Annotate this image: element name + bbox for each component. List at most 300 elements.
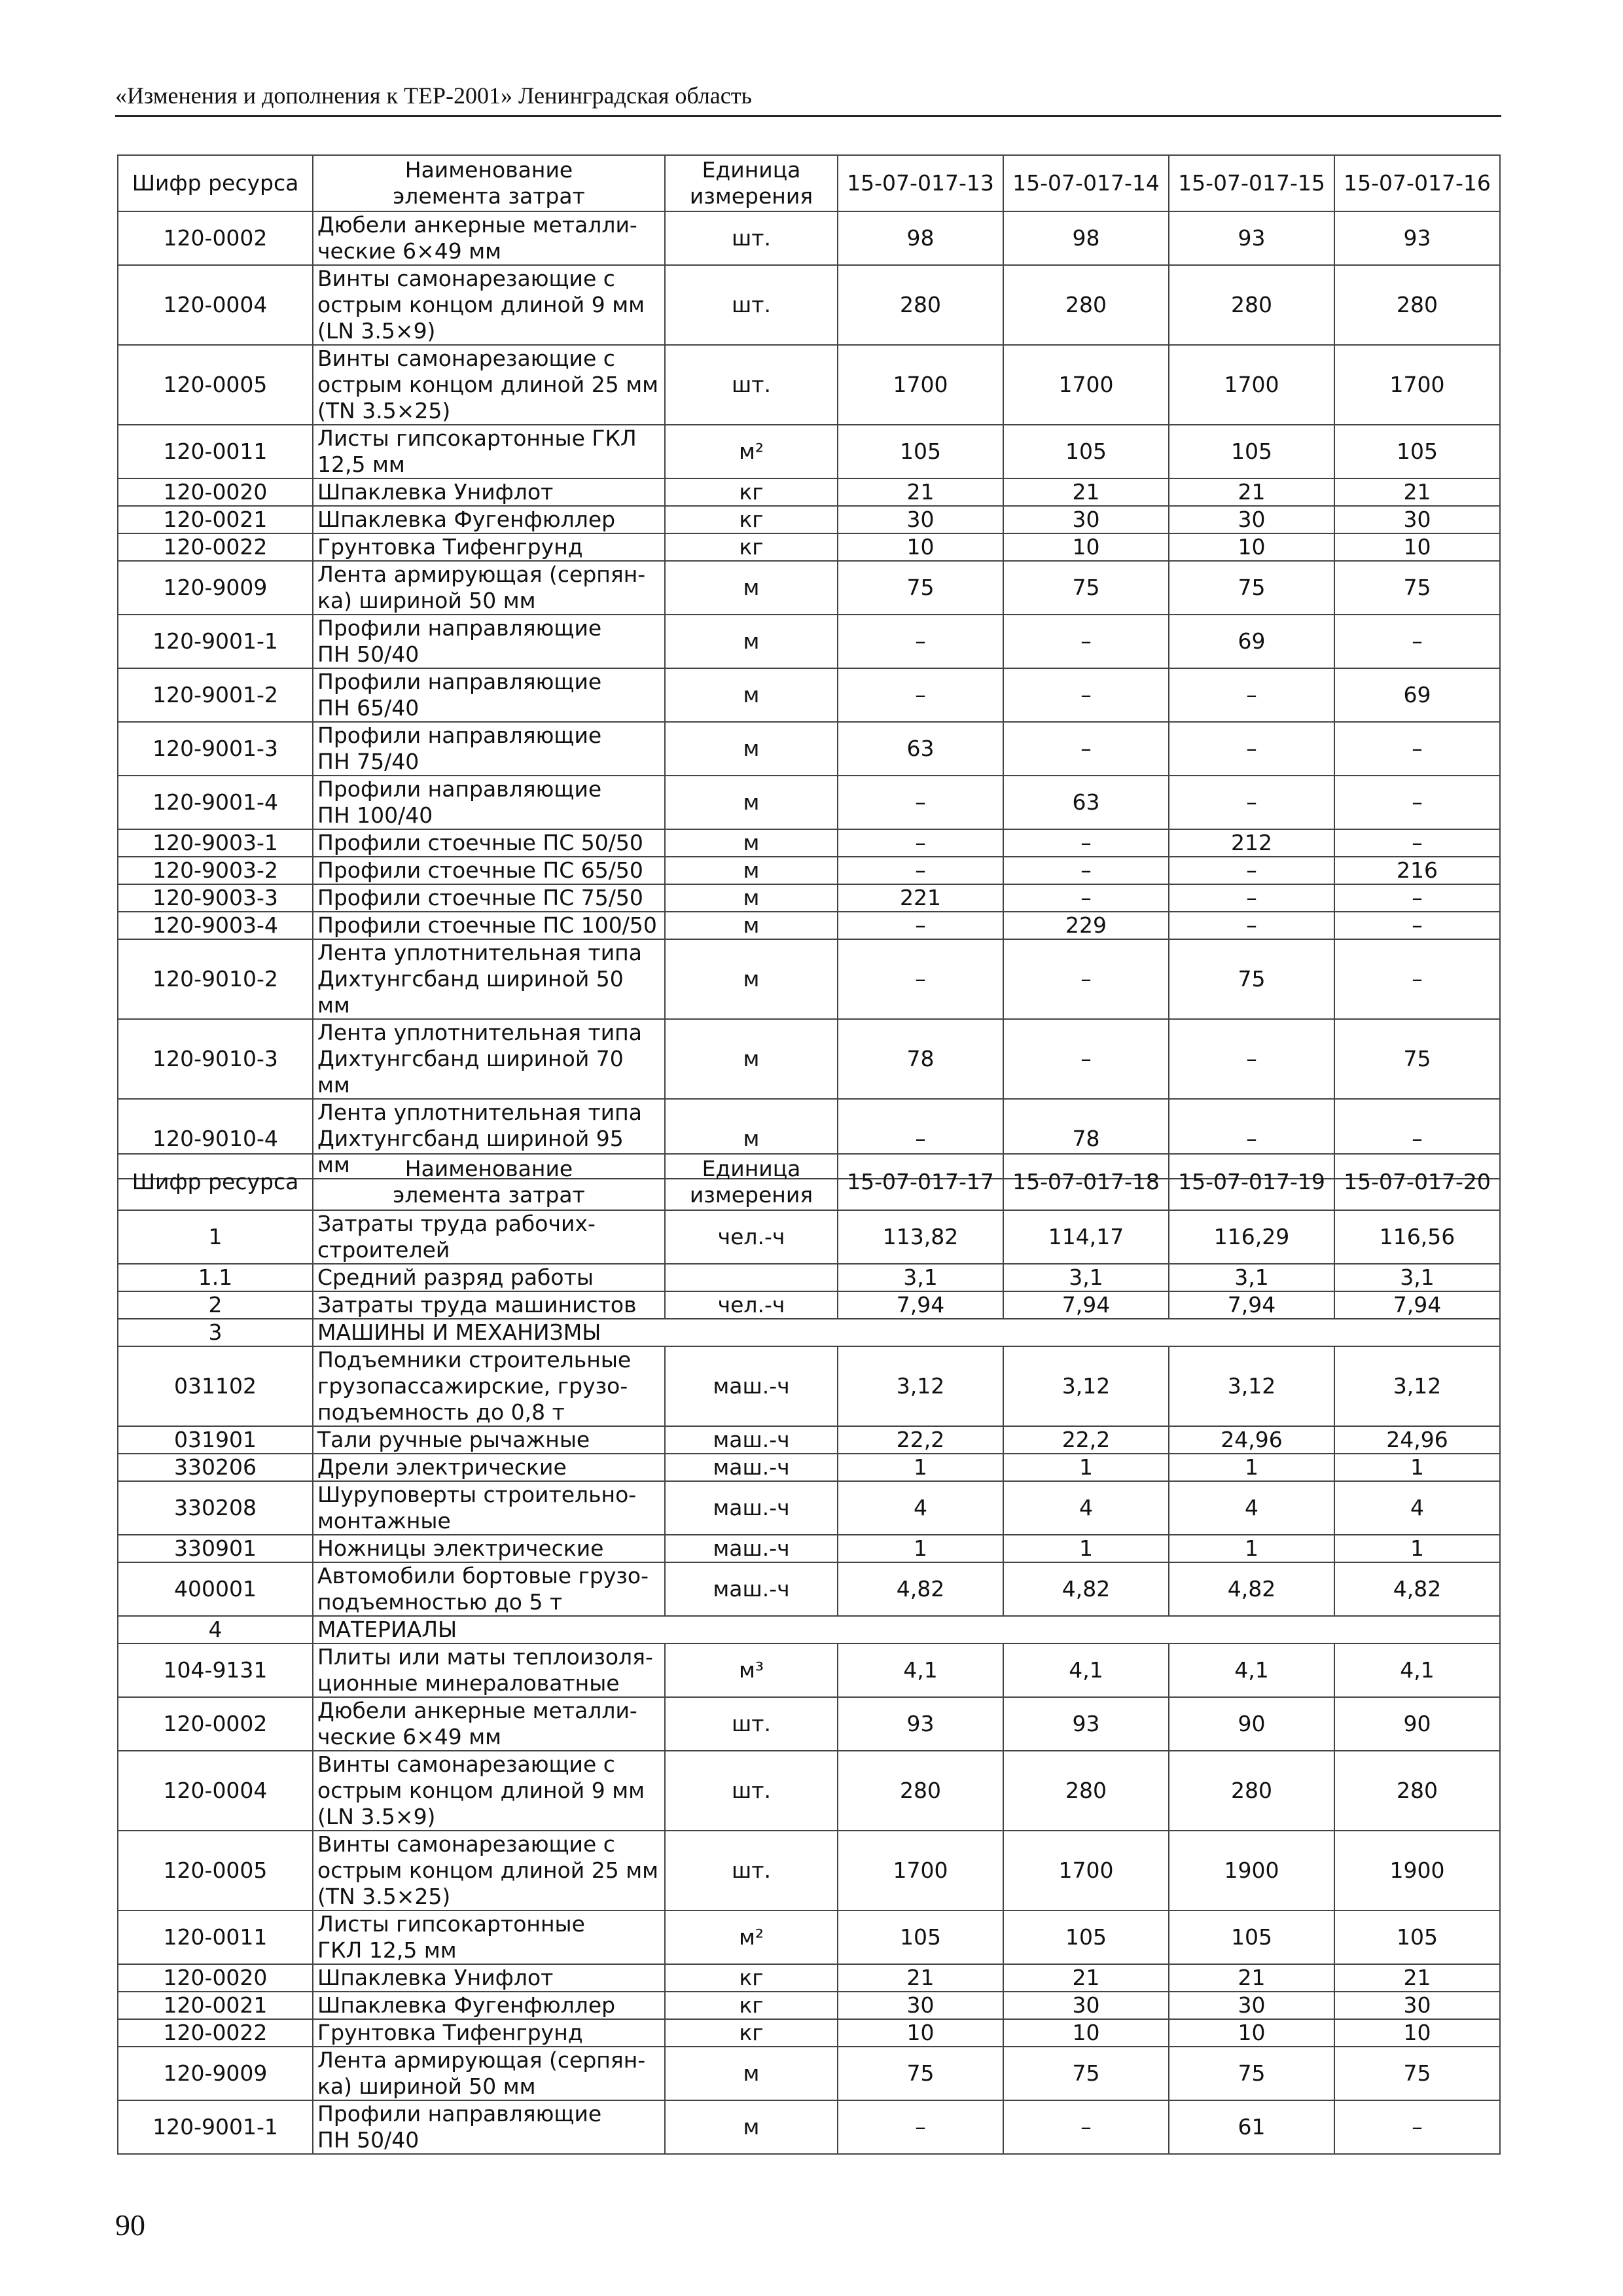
value-cell: 98: [1003, 211, 1169, 265]
unit-cell: чел.-ч: [665, 1291, 838, 1319]
cost-element-name-cell: Ножницы электрические: [313, 1535, 665, 1562]
cost-element-name-cell: Шуруповерты строительно- монтажные: [313, 1481, 665, 1535]
resource-code-cell: 1.1: [118, 1264, 313, 1291]
value-cell: 114,17: [1003, 1210, 1169, 1264]
table-row: [118, 1643, 1500, 1697]
value-cell: 93: [1334, 211, 1500, 265]
value-cell: 1700: [1003, 345, 1169, 425]
resource-code-cell: 120-0005: [118, 345, 313, 425]
unit-cell: кг: [665, 1992, 838, 2019]
cost-element-name-cell: Профили направляющие ПН 50/40: [313, 2100, 665, 2154]
value-cell: 75: [1334, 561, 1500, 615]
value-cell: 75: [838, 2047, 1003, 2100]
value-cell: 1: [838, 1535, 1003, 1562]
value-cell: 75: [1334, 1019, 1500, 1099]
value-cell: –: [1334, 722, 1500, 776]
value-cell: 105: [1003, 425, 1169, 478]
table-row: [118, 1426, 1500, 1454]
unit-cell: м: [665, 1099, 838, 1179]
value-cell: 90: [1334, 1697, 1500, 1751]
value-cell: 30: [1003, 1992, 1169, 2019]
value-cell: 7,94: [1003, 1291, 1169, 1319]
unit-cell: м²: [665, 425, 838, 478]
table-row: [118, 857, 1500, 884]
value-cell: 10: [838, 533, 1003, 561]
value-cell: 216: [1334, 857, 1500, 884]
value-cell: –: [838, 912, 1003, 939]
value-cell: 1: [1003, 1535, 1169, 1562]
resource-code-cell: 3: [118, 1319, 313, 1346]
resource-code-cell: 120-9010-4: [118, 1099, 313, 1179]
value-cell: 105: [838, 425, 1003, 478]
value-cell: –: [1334, 884, 1500, 912]
value-cell: 1700: [838, 345, 1003, 425]
unit-cell: м: [665, 1019, 838, 1099]
unit-cell: кг: [665, 533, 838, 561]
value-cell: 280: [1334, 1751, 1500, 1831]
value-cell: 3,12: [1169, 1346, 1334, 1426]
unit-cell: м: [665, 561, 838, 615]
value-cell: 90: [1169, 1697, 1334, 1751]
value-cell: 30: [838, 1992, 1003, 2019]
value-cell: 280: [838, 1751, 1003, 1831]
column-header: 15-07-017-16: [1334, 155, 1500, 211]
value-cell: 4: [838, 1481, 1003, 1535]
table-row: [118, 776, 1500, 829]
value-cell: 4: [1003, 1481, 1169, 1535]
header-title: «Изменения и дополнения к ТЕР-2001» Ленинградская область: [115, 82, 752, 109]
value-cell: 21: [1169, 1964, 1334, 1992]
unit-cell: маш.-ч: [665, 1346, 838, 1426]
resource-code-cell: 120-0005: [118, 1831, 313, 1910]
value-cell: 22,2: [838, 1426, 1003, 1454]
cost-element-name-cell: Подъемники строительные грузопассажирские, грузо- подъемность до 0,8 т: [313, 1346, 665, 1426]
cost-element-name-cell: Профили стоечные ПС 65/50: [313, 857, 665, 884]
resource-code-cell: 120-9003-1: [118, 829, 313, 857]
resource-code-cell: 330206: [118, 1454, 313, 1481]
unit-cell: м: [665, 912, 838, 939]
value-cell: –: [1334, 1099, 1500, 1179]
value-cell: 116,56: [1334, 1210, 1500, 1264]
column-header: Шифр ресурса: [118, 1154, 313, 1210]
value-cell: –: [1003, 939, 1169, 1019]
value-cell: –: [1169, 1099, 1334, 1179]
table-row: [118, 722, 1500, 776]
resource-code-cell: 330208: [118, 1481, 313, 1535]
value-cell: 4,82: [1169, 1562, 1334, 1616]
value-cell: –: [838, 829, 1003, 857]
value-cell: 10: [1003, 533, 1169, 561]
value-cell: 1: [1334, 1454, 1500, 1481]
value-cell: 1: [1169, 1454, 1334, 1481]
value-cell: –: [1334, 2100, 1500, 2154]
column-header: Наименование элемента затрат: [313, 1154, 665, 1210]
value-cell: 21: [838, 478, 1003, 506]
value-cell: 93: [838, 1697, 1003, 1751]
value-cell: 4,1: [838, 1643, 1003, 1697]
cost-element-name-cell: Профили направляющие ПН 65/40: [313, 668, 665, 722]
cost-element-name-cell: Винты самонарезающие с острым концом длиной 9 мм (LN 3.5×9): [313, 1751, 665, 1831]
value-cell: 30: [1334, 1992, 1500, 2019]
value-cell: 10: [838, 2019, 1003, 2047]
value-cell: 63: [1003, 776, 1169, 829]
cost-element-name-cell: Шпаклевка Фугенфюллер: [313, 1992, 665, 2019]
unit-cell: м: [665, 2100, 838, 2154]
section-title-cell: МАТЕРИАЛЫ: [313, 1616, 1500, 1643]
value-cell: –: [1003, 884, 1169, 912]
resource-code-cell: 1: [118, 1210, 313, 1264]
cost-element-name-cell: Плиты или маты теплоизоля- ционные минераловатные: [313, 1643, 665, 1697]
value-cell: –: [838, 857, 1003, 884]
unit-cell: кг: [665, 2019, 838, 2047]
page-header: [115, 80, 1501, 117]
cost-element-name-cell: Профили стоечные ПС 75/50: [313, 884, 665, 912]
value-cell: 1: [1169, 1535, 1334, 1562]
table-body: [118, 1210, 1500, 2154]
value-cell: 116,29: [1169, 1210, 1334, 1264]
value-cell: 75: [1169, 939, 1334, 1019]
value-cell: 113,82: [838, 1210, 1003, 1264]
resource-code-cell: 120-9009: [118, 561, 313, 615]
unit-cell: маш.-ч: [665, 1481, 838, 1535]
value-cell: 10: [1003, 2019, 1169, 2047]
resource-code-cell: 120-9010-3: [118, 1019, 313, 1099]
value-cell: 75: [838, 561, 1003, 615]
value-cell: –: [838, 615, 1003, 668]
value-cell: 75: [1003, 2047, 1169, 2100]
table-row: [118, 912, 1500, 939]
unit-cell: м: [665, 2047, 838, 2100]
column-header: Единица измерения: [665, 155, 838, 211]
value-cell: 3,12: [1003, 1346, 1169, 1426]
unit-cell: м: [665, 668, 838, 722]
value-cell: 21: [838, 1964, 1003, 1992]
table-row: [118, 506, 1500, 533]
resource-code-cell: 120-0022: [118, 2019, 313, 2047]
table-header-row: [118, 1154, 1500, 1210]
cost-element-name-cell: Листы гипсокартонные ГКЛ 12,5 мм: [313, 425, 665, 478]
unit-cell: м: [665, 722, 838, 776]
value-cell: 3,1: [1003, 1264, 1169, 1291]
value-cell: 105: [838, 1910, 1003, 1964]
cost-element-name-cell: Листы гипсокартонные ГКЛ 12,5 мм: [313, 1910, 665, 1964]
value-cell: –: [1003, 2100, 1169, 2154]
unit-cell: м: [665, 939, 838, 1019]
resource-code-cell: 120-0002: [118, 211, 313, 265]
value-cell: –: [1003, 829, 1169, 857]
value-cell: 10: [1334, 533, 1500, 561]
value-cell: 280: [1003, 1751, 1169, 1831]
value-cell: 21: [1003, 478, 1169, 506]
unit-cell: маш.-ч: [665, 1535, 838, 1562]
page-number: 90: [115, 2208, 145, 2242]
value-cell: 280: [1003, 265, 1169, 345]
cost-element-name-cell: Средний разряд работы: [313, 1264, 665, 1291]
cost-element-name-cell: Профили направляющие ПН 100/40: [313, 776, 665, 829]
value-cell: 1700: [838, 1831, 1003, 1910]
resource-code-cell: 120-0002: [118, 1697, 313, 1751]
table-row: [118, 1346, 1500, 1426]
value-cell: 30: [1334, 506, 1500, 533]
table-body: [118, 211, 1500, 1179]
cost-element-name-cell: Лента уплотнительная типа Дихтунгсбанд шириной 70 мм: [313, 1019, 665, 1099]
table-row: [118, 1751, 1500, 1831]
column-header: Наименование элемента затрат: [313, 155, 665, 211]
value-cell: 3,12: [1334, 1346, 1500, 1426]
unit-cell: шт.: [665, 1697, 838, 1751]
value-cell: –: [1169, 912, 1334, 939]
table-row: [118, 1992, 1500, 2019]
value-cell: 22,2: [1003, 1426, 1169, 1454]
unit-cell: м²: [665, 1910, 838, 1964]
cost-element-name-cell: Автомобили бортовые грузо- подъемностью до 5 т: [313, 1562, 665, 1616]
table-row: [118, 1910, 1500, 1964]
value-cell: –: [1003, 615, 1169, 668]
value-cell: –: [838, 939, 1003, 1019]
unit-cell: м³: [665, 1643, 838, 1697]
cost-element-name-cell: Шпаклевка Унифлот: [313, 478, 665, 506]
section-row: [118, 1319, 1500, 1346]
value-cell: –: [838, 1099, 1003, 1179]
resource-code-cell: 120-0004: [118, 1751, 313, 1831]
resource-code-cell: 120-9009: [118, 2047, 313, 2100]
value-cell: 280: [1169, 265, 1334, 345]
value-cell: 7,94: [1169, 1291, 1334, 1319]
unit-cell: м: [665, 884, 838, 912]
resource-code-cell: 120-9001-1: [118, 2100, 313, 2154]
unit-cell: [665, 1264, 838, 1291]
value-cell: 93: [1169, 211, 1334, 265]
cost-element-name-cell: Профили направляющие ПН 50/40: [313, 615, 665, 668]
value-cell: 75: [1003, 561, 1169, 615]
value-cell: –: [1003, 722, 1169, 776]
cost-element-name-cell: Шпаклевка Унифлот: [313, 1964, 665, 1992]
resource-code-cell: 120-9003-3: [118, 884, 313, 912]
cost-element-name-cell: Тали ручные рычажные: [313, 1426, 665, 1454]
resource-code-cell: 031102: [118, 1346, 313, 1426]
cost-element-name-cell: Профили стоечные ПС 100/50: [313, 912, 665, 939]
value-cell: 30: [1169, 506, 1334, 533]
value-cell: 75: [1169, 561, 1334, 615]
section-row: [118, 1616, 1500, 1643]
value-cell: 3,1: [838, 1264, 1003, 1291]
resource-code-cell: 120-0011: [118, 1910, 313, 1964]
value-cell: 221: [838, 884, 1003, 912]
cost-element-name-cell: Затраты труда рабочих- строителей: [313, 1210, 665, 1264]
column-header: 15-07-017-17: [838, 1154, 1003, 1210]
unit-cell: шт.: [665, 211, 838, 265]
resource-code-cell: 2: [118, 1291, 313, 1319]
column-header: 15-07-017-14: [1003, 155, 1169, 211]
cost-element-name-cell: Винты самонарезающие с острым концом длиной 25 мм (TN 3.5×25): [313, 345, 665, 425]
resource-code-cell: 120-0004: [118, 265, 313, 345]
unit-cell: маш.-ч: [665, 1562, 838, 1616]
value-cell: 4,82: [1334, 1562, 1500, 1616]
table-header-row: [118, 155, 1500, 211]
unit-cell: м: [665, 776, 838, 829]
value-cell: 78: [1003, 1099, 1169, 1179]
table-row: [118, 2047, 1500, 2100]
resource-table-1: [117, 154, 1501, 1179]
value-cell: –: [1003, 857, 1169, 884]
value-cell: 75: [1169, 2047, 1334, 2100]
value-cell: 30: [1169, 1992, 1334, 2019]
value-cell: 10: [1334, 2019, 1500, 2047]
table-row: [118, 1019, 1500, 1099]
unit-cell: шт.: [665, 265, 838, 345]
resource-code-cell: 120-9003-4: [118, 912, 313, 939]
column-header: Единица измерения: [665, 1154, 838, 1210]
value-cell: 93: [1003, 1697, 1169, 1751]
value-cell: 3,1: [1334, 1264, 1500, 1291]
cost-element-name-cell: Винты самонарезающие с острым концом длиной 9 мм (LN 3.5×9): [313, 265, 665, 345]
cost-element-name-cell: Профили направляющие ПН 75/40: [313, 722, 665, 776]
unit-cell: м: [665, 857, 838, 884]
value-cell: 7,94: [1334, 1291, 1500, 1319]
section-title-cell: МАШИНЫ И МЕХАНИЗМЫ: [313, 1319, 1500, 1346]
resource-table-2: [117, 1153, 1501, 2155]
unit-cell: м: [665, 829, 838, 857]
resource-code-cell: 120-0020: [118, 478, 313, 506]
resource-code-cell: 104-9131: [118, 1643, 313, 1697]
value-cell: 4: [1169, 1481, 1334, 1535]
value-cell: 7,94: [838, 1291, 1003, 1319]
value-cell: –: [1169, 776, 1334, 829]
resource-code-cell: 120-9001-4: [118, 776, 313, 829]
table-row: [118, 1831, 1500, 1910]
cost-element-name-cell: Лента уплотнительная типа Дихтунгсбанд шириной 50 мм: [313, 939, 665, 1019]
value-cell: –: [1169, 857, 1334, 884]
cost-element-name-cell: Шпаклевка Фугенфюллер: [313, 506, 665, 533]
value-cell: 1: [838, 1454, 1003, 1481]
table-row: [118, 1964, 1500, 1992]
value-cell: 212: [1169, 829, 1334, 857]
resource-code-cell: 400001: [118, 1562, 313, 1616]
value-cell: 105: [1169, 1910, 1334, 1964]
value-cell: 21: [1334, 478, 1500, 506]
table-row: [118, 425, 1500, 478]
unit-cell: шт.: [665, 1831, 838, 1910]
resource-code-cell: 120-9003-2: [118, 857, 313, 884]
value-cell: 1: [1334, 1535, 1500, 1562]
value-cell: 105: [1334, 425, 1500, 478]
table-row: [118, 2019, 1500, 2047]
resource-code-cell: 120-9001-3: [118, 722, 313, 776]
unit-cell: шт.: [665, 345, 838, 425]
value-cell: 4: [1334, 1481, 1500, 1535]
table-row: [118, 1291, 1500, 1319]
value-cell: –: [1334, 776, 1500, 829]
resource-code-cell: 120-9010-2: [118, 939, 313, 1019]
table-row: [118, 478, 1500, 506]
value-cell: 105: [1003, 1910, 1169, 1964]
table-row: [118, 1264, 1500, 1291]
value-cell: 1900: [1334, 1831, 1500, 1910]
cost-element-name-cell: Лента армирующая (серпян- ка) шириной 50 мм: [313, 2047, 665, 2100]
cost-element-name-cell: Грунтовка Тифенгрунд: [313, 2019, 665, 2047]
column-header: 15-07-017-13: [838, 155, 1003, 211]
unit-cell: кг: [665, 1964, 838, 1992]
table-row: [118, 561, 1500, 615]
column-header: 15-07-017-20: [1334, 1154, 1500, 1210]
value-cell: –: [1003, 1019, 1169, 1099]
value-cell: –: [1334, 829, 1500, 857]
value-cell: 10: [1169, 2019, 1334, 2047]
value-cell: 24,96: [1169, 1426, 1334, 1454]
value-cell: 4,1: [1003, 1643, 1169, 1697]
value-cell: –: [1003, 668, 1169, 722]
value-cell: 21: [1003, 1964, 1169, 1992]
value-cell: 1700: [1334, 345, 1500, 425]
value-cell: –: [1169, 722, 1334, 776]
resource-code-cell: 330901: [118, 1535, 313, 1562]
value-cell: 280: [838, 265, 1003, 345]
table-row: [118, 345, 1500, 425]
value-cell: –: [1169, 1019, 1334, 1099]
value-cell: –: [838, 2100, 1003, 2154]
value-cell: 4,82: [1003, 1562, 1169, 1616]
value-cell: 1900: [1169, 1831, 1334, 1910]
table-row: [118, 884, 1500, 912]
resource-code-cell: 120-0020: [118, 1964, 313, 1992]
resource-code-cell: 120-0022: [118, 533, 313, 561]
value-cell: 30: [838, 506, 1003, 533]
value-cell: –: [1334, 912, 1500, 939]
value-cell: 4,1: [1334, 1643, 1500, 1697]
table-row: [118, 211, 1500, 265]
table-row: [118, 1697, 1500, 1751]
unit-cell: чел.-ч: [665, 1210, 838, 1264]
table-row: [118, 1481, 1500, 1535]
unit-cell: маш.-ч: [665, 1454, 838, 1481]
value-cell: 63: [838, 722, 1003, 776]
value-cell: –: [838, 776, 1003, 829]
table-row: [118, 829, 1500, 857]
table-row: [118, 1562, 1500, 1616]
column-header: Шифр ресурса: [118, 155, 313, 211]
value-cell: 4,82: [838, 1562, 1003, 1616]
unit-cell: шт.: [665, 1751, 838, 1831]
resource-code-cell: 120-9001-1: [118, 615, 313, 668]
value-cell: 98: [838, 211, 1003, 265]
cost-element-name-cell: Дюбели анкерные металли- ческие 6×49 мм: [313, 1697, 665, 1751]
cost-element-name-cell: Профили стоечные ПС 50/50: [313, 829, 665, 857]
table-row: [118, 939, 1500, 1019]
value-cell: –: [1169, 884, 1334, 912]
value-cell: 1: [1003, 1454, 1169, 1481]
resource-code-cell: 031901: [118, 1426, 313, 1454]
value-cell: –: [1334, 615, 1500, 668]
table-row: [118, 1454, 1500, 1481]
table-row: [118, 265, 1500, 345]
value-cell: 24,96: [1334, 1426, 1500, 1454]
value-cell: 61: [1169, 2100, 1334, 2154]
table-row: [118, 2100, 1500, 2154]
value-cell: 280: [1334, 265, 1500, 345]
value-cell: 10: [1169, 533, 1334, 561]
value-cell: 69: [1169, 615, 1334, 668]
unit-cell: м: [665, 615, 838, 668]
cost-element-name-cell: Затраты труда машинистов: [313, 1291, 665, 1319]
cost-element-name-cell: Дюбели анкерные металли- ческие 6×49 мм: [313, 211, 665, 265]
value-cell: 4,1: [1169, 1643, 1334, 1697]
cost-element-name-cell: Лента уплотнительная типа Дихтунгсбанд шириной 95 мм: [313, 1099, 665, 1179]
value-cell: –: [838, 668, 1003, 722]
value-cell: 3,12: [838, 1346, 1003, 1426]
cost-element-name-cell: Лента армирующая (серпян- ка) шириной 50 мм: [313, 561, 665, 615]
value-cell: 105: [1334, 1910, 1500, 1964]
value-cell: 21: [1334, 1964, 1500, 1992]
